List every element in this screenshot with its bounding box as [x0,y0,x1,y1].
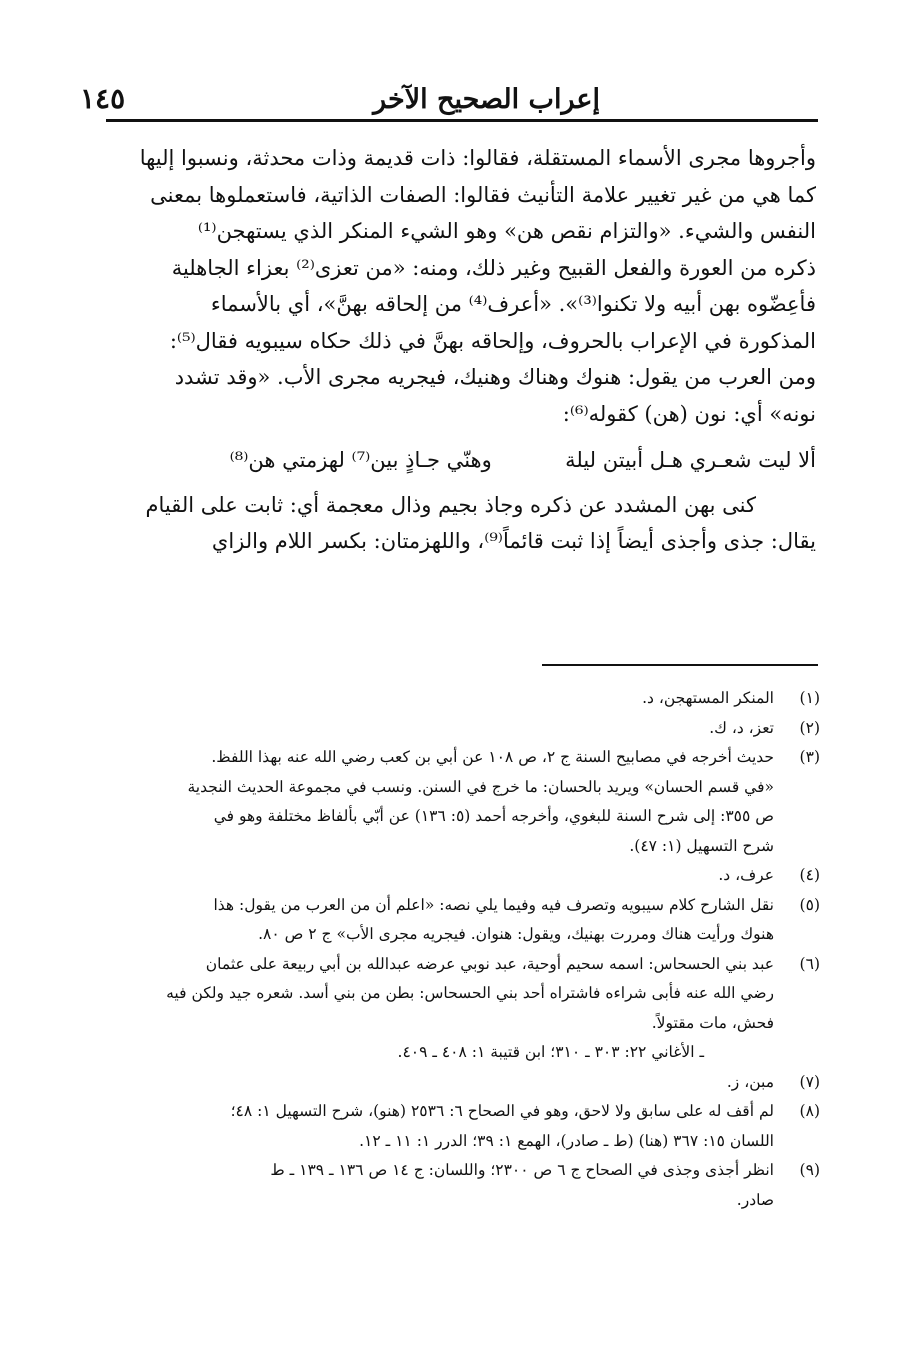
footnote-line: تعز، د، ك. [709,718,774,737]
running-title: إعراب الصحيح الآخر [373,84,600,115]
footnote [104,861,820,891]
footnote-number: (١) [799,689,820,707]
footnote-reference: ـ الأغاني ٢٢: ٣٠٣ ـ ٣١٠؛ ابن قتيبة ١: ٤٠٨ ـ ٤٠٩. [397,1043,704,1061]
footnote-text [104,950,774,1068]
footnote-line: ص ٣٥٥: إلى شرح السنة للبغوي، وأخرجه أحمد (٥: ١٣٦) عن أبّي بألفاظ مختلفة وهو في [213,807,774,825]
footnote-line: انظر أجذى وجذى في الصحاح ج ٦ ص ٢٣٠٠؛ واللسان: ج ١٤ ص ١٣٦ ـ ١٣٩ ـ ط [270,1161,774,1179]
page-number: ١٤٥ [80,82,126,115]
body-line: كنى بهن المشدد عن ذكره وجاذ بجيم وذال معجمة أي: ثابت على القيام [145,492,756,517]
footnote-number: (٩) [799,1161,820,1179]
footnote-number: (٥) [799,895,820,914]
footnote-text [104,1156,774,1215]
footnote-number: (٧) [799,1072,820,1091]
footnote [104,891,820,950]
footnote [104,684,820,714]
footnote-text [104,891,774,950]
footnote-number: (٢) [799,718,820,737]
footnote-line: نقل الشارح كلام سيبويه وتصرف فيه وفيما يلي نصه: «اعلم أن من العرب من يقول: هذا [213,895,774,914]
footnote-number: (٨) [799,1102,820,1120]
footnote [104,950,820,1068]
header-rule [106,119,818,122]
footnote-line: حديث أخرجه في مصابيح السنة ج ٢، ص ١٠٨ عن أبي بن كعب رضي الله عنه بهذا اللفظ. [211,748,774,766]
body-line: المذكورة في الإعراب بالحروف، وإلحاقه بهنَّ في ذلك حكاه سيبويه فقال⁽⁵⁾: [169,328,816,353]
footnote [104,1156,820,1215]
body-line: ومن العرب من يقول: هنوك وهناك وهنيك، فيجريه مجرى الأب. «وقد تشدد [174,365,816,389]
footnote [104,714,820,744]
footnote-line: فحش، مات مقتولاً. [651,1013,774,1032]
footnote-number: (٤) [799,866,820,884]
footnotes [104,684,820,1215]
footnote [104,1068,820,1098]
footnote-text [104,861,774,891]
footnote [104,743,820,861]
footnote-line: عرف، د. [718,866,774,884]
footnote-text [104,743,774,861]
footnote-line: مبن، ز. [726,1072,774,1091]
poem-second-hemistich: وهنّي جـاذٍ بين⁽⁷⁾ لهزمتي هن⁽⁸⁾ [229,448,492,472]
footnote-text [104,1097,774,1156]
footnote-number: (٣) [799,748,820,766]
footnote-line: اللسان ١٥: ٣٦٧ (هنا) (ط ـ صادر)، الهمع ١: ٣٩؛ الدرر ١: ١١ ـ ١٢. [359,1131,774,1150]
footnote [104,1097,820,1156]
body-line: نونه» أي: نون (هن) كقوله⁽⁶⁾: [562,401,816,426]
footnote-line: عبد بني الحسحاس: اسمه سحيم أوحية، عبد نوبي عرضه عبدالله بن أبي ربيعة على عثمان [205,954,774,973]
page-header [70,78,820,118]
footnote-line: شرح التسهيل (١: ٤٧). [629,836,774,855]
body-line: ذكره من العورة والفعل القبيح وغير ذلك، ومنه: «من تعزى⁽²⁾ بعزاء الجاهلية [171,255,816,280]
footnote-line: لم أقف له على سابق ولا لاحق، وهو في الصحاح ٦: ٢٥٣٦ (هنو)، شرح التسهيل ١: ٤٨؛ [230,1102,774,1120]
footnote-line: «في قسم الحسان» ويريد بالحسان: ما خرج في السنن. ونسب في مجموعة الحديث النجدية [187,777,774,796]
poem-verse [104,442,816,479]
footnote-line: هنوك ورأيت هناك ومررت بهنيك، ويقول: هنوان. فيجريه مجرى الأب» ج ٢ ص ٨٠. [258,925,774,943]
body-line: وأجروها مجرى الأسماء المستقلة، فقالوا: ذات قديمة وذات محدثة، ونسبوا إليها [139,146,816,170]
footnote-separator [542,664,818,666]
body-line: النفس والشيء. «والتزام نقص هن» وهو الشيء المنكر الذي يستهجن⁽¹⁾ [197,219,816,243]
footnote-text [104,714,774,744]
body-line: كما هي من غير تغيير علامة التأنيث فقالوا: الصفات الذاتية، فاستعملوها بمعنى [150,182,816,207]
footnote-line: المنكر المستهجن، د. [642,689,774,707]
body-text [104,140,816,560]
footnote-text [104,684,774,714]
body-line: يقال: جذى وأجذى أيضاً إذا ثبت قائماً⁽⁹⁾، واللهزمتان: بكسر اللام والزاي [211,529,816,553]
poem-first-hemistich: ألا ليت شعـري هـل أبيتن ليلة [565,448,816,472]
footnote-text [104,1068,774,1098]
footnote-line: صادر. [736,1190,774,1209]
footnote-number: (٦) [799,954,820,973]
body-line: فأعِضّوه بهن أبيه ولا تكنوا⁽³⁾». «أعرف⁽⁴⁾ من إلحاقه بهنَّ»، أي بالأسماء [210,292,816,316]
footnote-line: رضي الله عنه فأبى شراءه فاشتراه أحد بني الحسحاس: بطن من بني أسد. شعره جيد ولكن فيه [166,984,774,1002]
